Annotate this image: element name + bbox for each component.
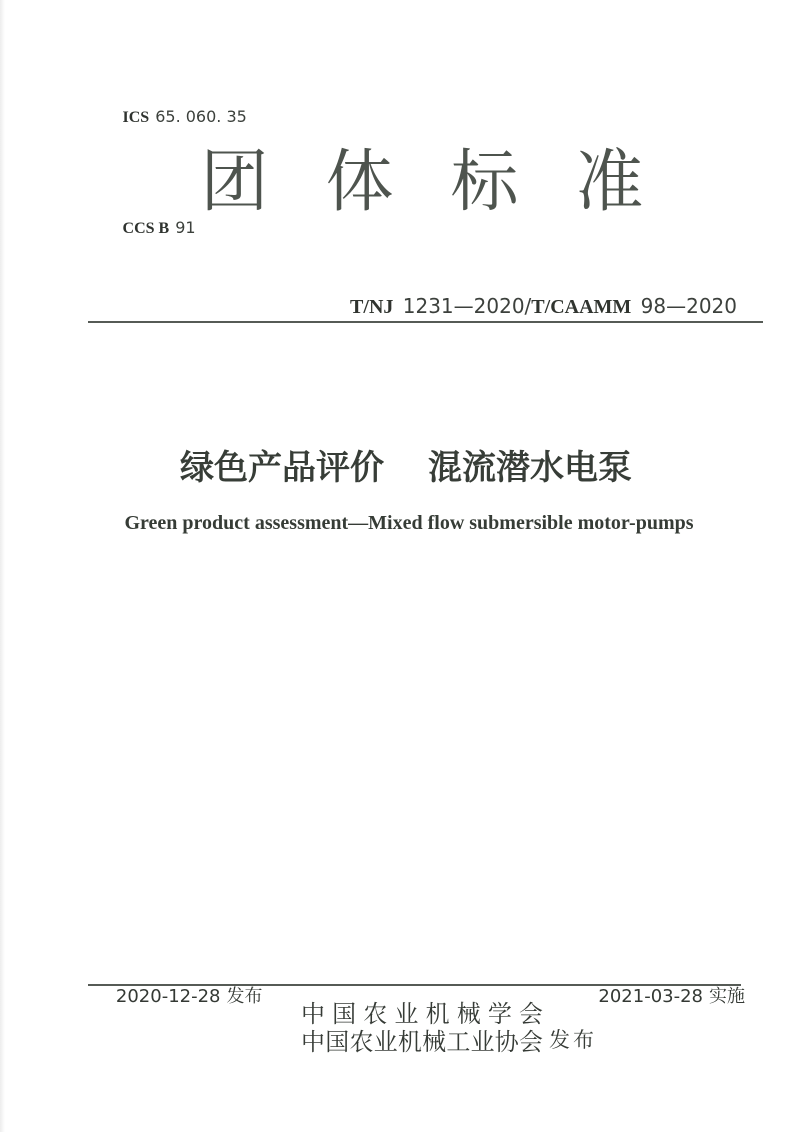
implementation-date: 2021-03-28 [598, 986, 703, 1007]
ics-label: ICS [122, 109, 150, 126]
main-title-part1: 绿色产品评价 [180, 448, 384, 488]
main-title-english: Green product assessment—Mixed flow submersible motor-pumps [124, 512, 694, 534]
standard-number-org1: T/NJ [350, 296, 394, 318]
ics-code-line [92, 84, 247, 151]
issue-date: 2020-12-28 [115, 986, 221, 1007]
publisher-line-2: 中国农业机械工业协会 [301, 1028, 543, 1056]
scan-edge-shadow [0, 0, 5, 1132]
issue-date-label: 发布 [226, 986, 263, 1007]
issue-date-line [93, 961, 263, 1029]
standard-number-org2: T/CAAMM [531, 296, 632, 318]
ccs-value: 91 [175, 218, 196, 237]
standard-number-num2: 98—2020 [634, 294, 737, 318]
implementation-date-line [576, 961, 746, 1029]
standard-number-num1: 1231—2020/ [396, 294, 532, 318]
implementation-date-label: 实施 [709, 986, 745, 1007]
ics-value: 65. 060. 35 [155, 107, 247, 126]
main-title-part2: 混流潜水电泵 [428, 448, 632, 488]
ccs-label: CCS B [122, 220, 170, 237]
publisher-names [301, 1000, 543, 1056]
footer-rule [88, 984, 741, 986]
publish-label: 发布 [549, 1028, 597, 1052]
document-type-title: 团体标准 [200, 143, 701, 222]
main-title-chinese [6, 449, 800, 487]
standard-number [325, 270, 737, 343]
header-rule [88, 321, 763, 323]
publisher-line-1: 中国农业机械学会 [301, 1000, 543, 1028]
